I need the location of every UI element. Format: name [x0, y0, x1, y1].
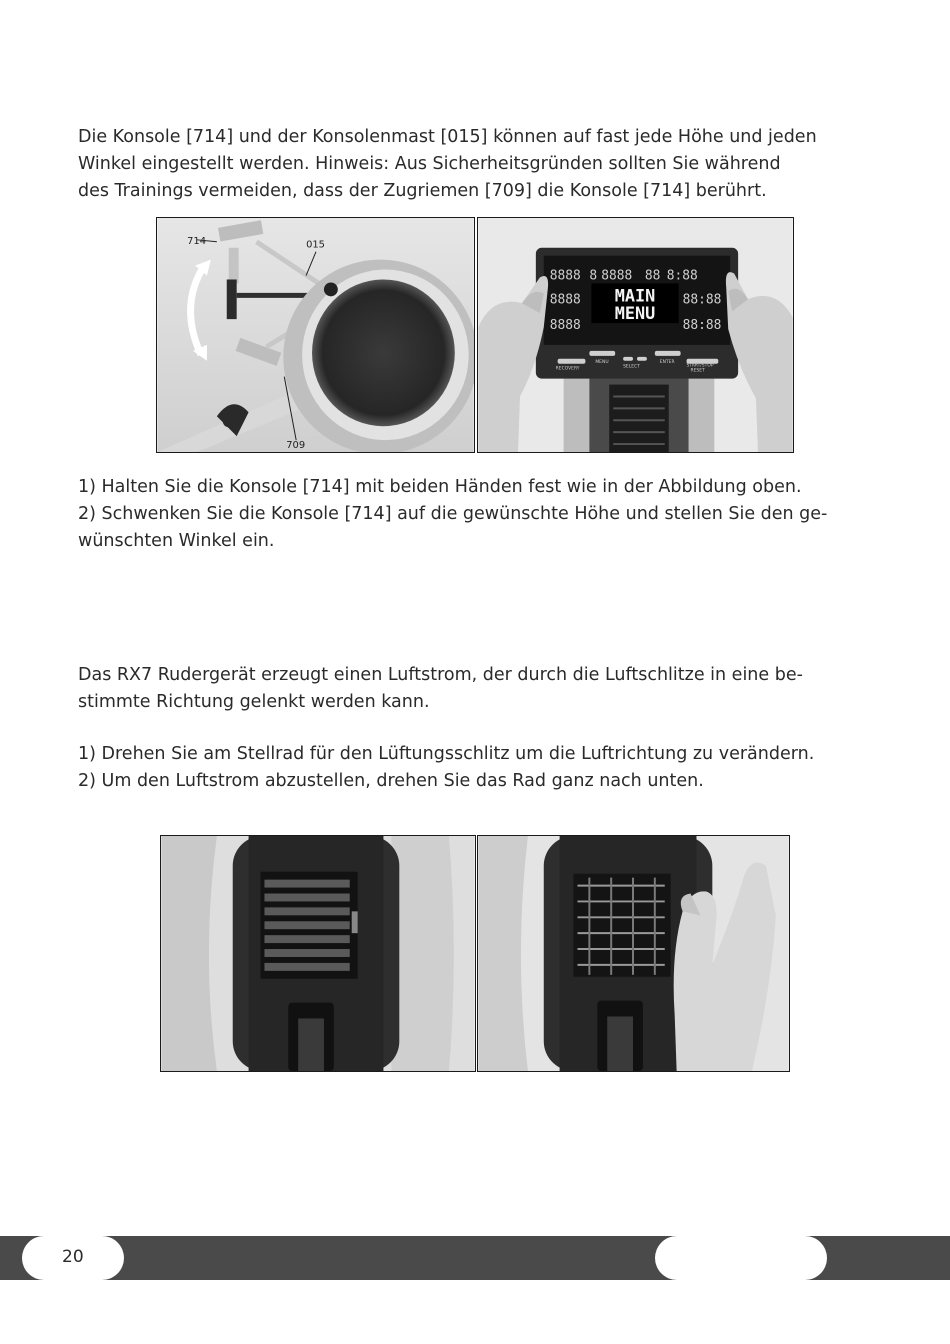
svg-text:8: 8	[589, 268, 598, 284]
intro-line-3: des Trainings vermeiden, dass der Zugriemen [709] die Konsole [714] berührt.	[78, 181, 767, 201]
label-strap-709: 709	[286, 440, 306, 452]
console-step-2b: wünschten Winkel ein.	[78, 531, 275, 551]
console-held-illustration	[478, 218, 793, 452]
footer-right-pill	[655, 1236, 827, 1280]
console-adjustment-illustration	[157, 218, 474, 452]
display-menu: MENU	[614, 303, 656, 324]
svg-text:88: 88	[644, 268, 661, 284]
vent-dial[interactable]	[352, 911, 358, 933]
svg-text:8:88: 8:88	[666, 268, 698, 284]
label-recovery: RECOVERY	[555, 366, 580, 372]
vent-open-illustration	[161, 836, 475, 1071]
label-menu: MENU	[595, 359, 609, 365]
airflow-step-1: 1) Drehen Sie am Stellrad für den Lüftungsschlitz um die Luftrichtung zu verändern.	[78, 744, 815, 764]
console-menu-button[interactable]	[589, 351, 615, 356]
intro-line-1: Die Konsole [714] und der Konsolenmast [015] können auf fast jede Höhe und jeden	[78, 127, 817, 147]
console-select-down[interactable]	[623, 357, 633, 361]
label-start: START/STOP	[686, 363, 714, 369]
label-select: SELECT	[623, 364, 640, 370]
console-enter-button[interactable]	[655, 351, 681, 356]
display-main: MAIN	[614, 285, 656, 306]
airflow-line-2: stimmte Richtung gelenkt werden kann.	[78, 692, 430, 712]
label-enter: ENTER	[659, 359, 675, 365]
intro-paragraph	[78, 124, 874, 205]
console-step-1: 1) Halten Sie die Konsole [714] mit beiden Händen fest wie in der Abbildung oben.	[78, 477, 802, 497]
console-select-up[interactable]	[637, 357, 647, 361]
airflow-step-2: 2) Um den Luftstrom abzustellen, drehen Sie das Rad ganz nach unten.	[78, 771, 704, 791]
svg-text:8888: 8888	[549, 268, 581, 284]
airflow-paragraph	[78, 662, 874, 716]
console-recovery-button[interactable]	[558, 359, 586, 364]
vent-adjust-photo	[477, 835, 790, 1072]
vent-adjust-illustration	[478, 836, 789, 1071]
vent-open-photo	[160, 835, 476, 1072]
svg-text:8888: 8888	[549, 318, 581, 334]
svg-text:8888: 8888	[601, 268, 633, 284]
airflow-steps	[78, 741, 874, 795]
svg-text:8888: 8888	[549, 292, 581, 308]
label-console-714: 714	[187, 235, 207, 247]
console-held-photo	[477, 217, 794, 453]
page-number: 20	[62, 1247, 84, 1267]
console-steps	[78, 474, 874, 555]
intro-line-2: Winkel eingestellt werden. Hinweis: Aus Sicherheitsgründen sollten Sie während	[78, 154, 781, 174]
svg-text:88:88: 88:88	[682, 292, 722, 308]
label-mast-015: 015	[306, 239, 326, 251]
airflow-line-1: Das RX7 Rudergerät erzeugt einen Luftstrom, der durch die Luftschlitze in eine be-	[78, 665, 803, 685]
console-step-2a: 2) Schwenken Sie die Konsole [714] auf die gewünschte Höhe und stellen Sie den ge-	[78, 504, 828, 524]
svg-text:88:88: 88:88	[682, 318, 722, 334]
label-reset: RESET	[690, 368, 705, 374]
console-adjustment-photo	[156, 217, 475, 453]
